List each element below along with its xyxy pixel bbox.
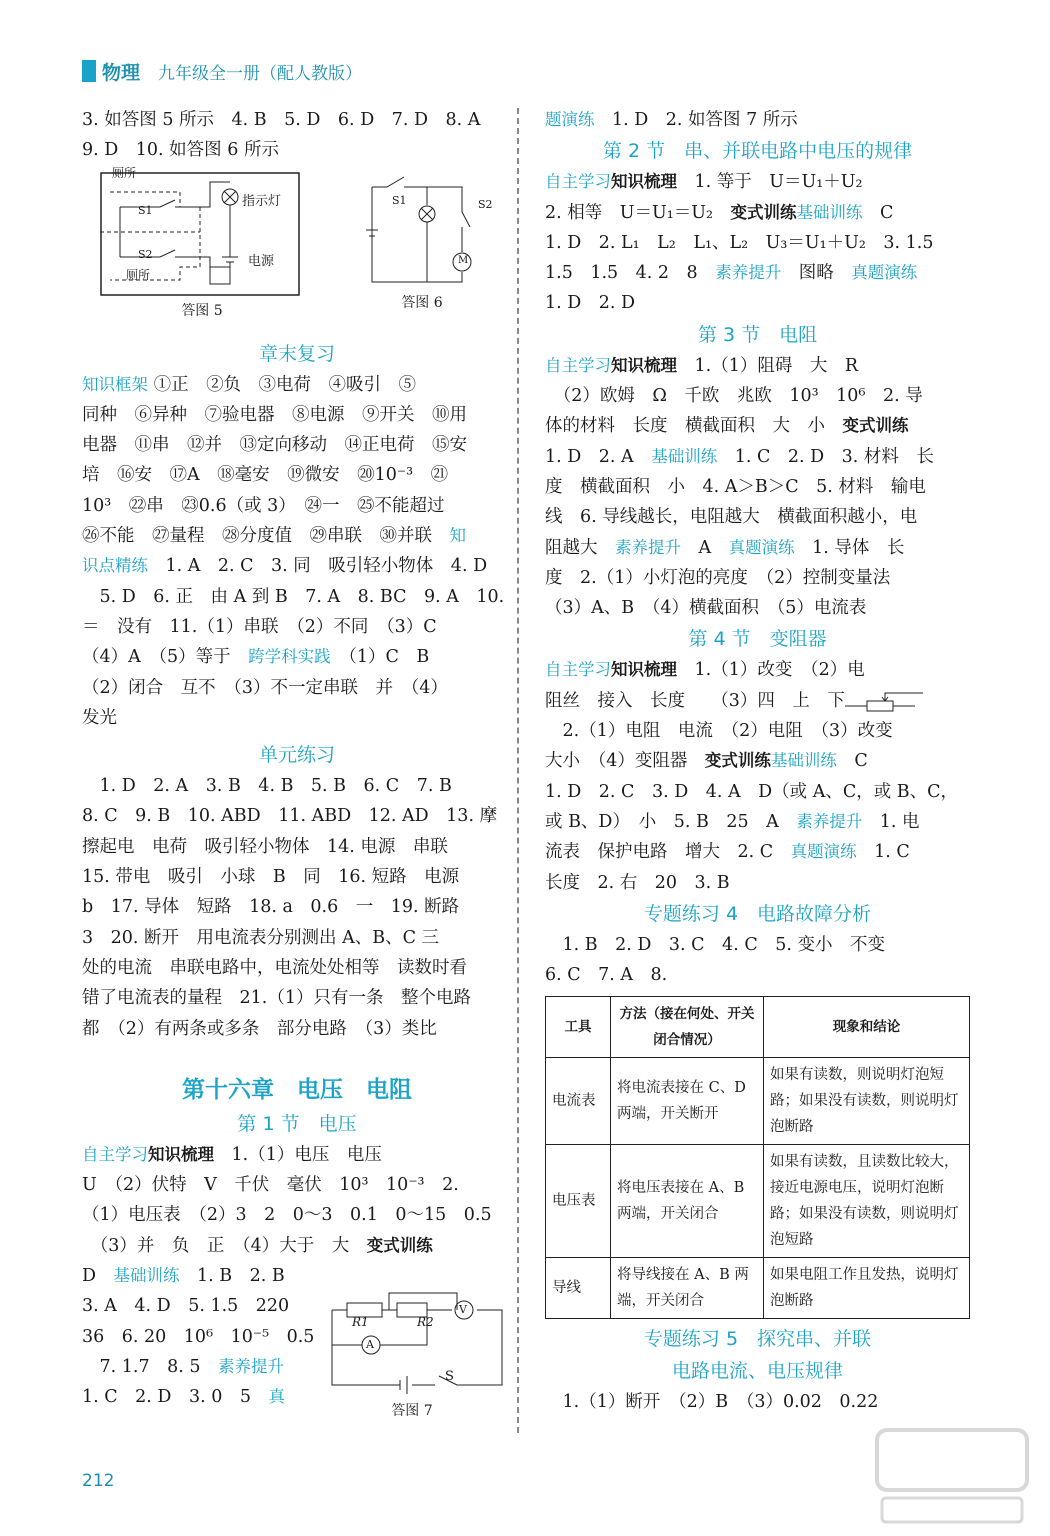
answer-line: [82, 521, 512, 551]
answer-line: [545, 288, 970, 318]
answer-line: [545, 472, 970, 502]
answer-figure-7: [327, 1290, 512, 1405]
fig5-label-s1: S1: [138, 203, 153, 217]
answer-line: 3 20. 断开 用电流表分别测出 A、B、C 三: [82, 927, 440, 948]
heading-tag: 真题演练: [790, 842, 857, 862]
answer-line: [545, 198, 970, 228]
answer-text: （2）欧姆 Ω 千欧 兆欧 10³ 10⁶ 2. 导: [545, 386, 923, 407]
answer-text: 图略: [781, 263, 852, 284]
heading-tag: 自主学习: [545, 660, 611, 680]
header-subject: 物理: [102, 61, 141, 84]
section-1-title: 第 1 节 电压: [237, 1112, 357, 1135]
section-4-title: 第 4 节 变阻器: [688, 628, 827, 651]
answer-text: 长度 2. 右 20 3. B: [545, 872, 730, 893]
answer-line: [545, 228, 970, 258]
answer-text: 1. 导体 长: [794, 537, 905, 558]
unit-title: 单元练习: [258, 744, 335, 767]
answer-text: 1. 电: [862, 811, 920, 832]
bold-tag: 变式训练: [730, 202, 797, 222]
answer-line: [545, 533, 970, 563]
answer-text: 1. A 2. C 3. 同 吸引轻小物体 4. D: [148, 556, 488, 577]
bold-tag: 变式训练: [366, 1235, 433, 1255]
table-header-cell: 现象和结论: [764, 997, 970, 1058]
answer-text: 电器 ⑪串 ⑫并 ⑬定向移动 ⑭正电荷 ⑮安: [82, 435, 467, 456]
answer-text: 度 2.（1）小灯泡的亮度 （2）控制变量法: [545, 567, 891, 588]
answer-line: 3. 如答图 5 所示 4. B 5. D 6. D 7. D 8. A: [82, 110, 481, 130]
answer-line: [82, 460, 512, 490]
topic-5-block: [545, 1387, 970, 1417]
answer-line: [82, 370, 512, 400]
answer-line: [545, 593, 970, 623]
answer-line: [82, 582, 512, 612]
answer-line: [545, 777, 970, 807]
answer-line: 错了电流表的量程 21.（1）只有一条 整个电路: [82, 988, 471, 1009]
answer-text: 1.（1）电压 电压: [214, 1144, 382, 1165]
chapter-title: 第十六章 电压 电阻: [182, 1076, 412, 1103]
answer-text: ①正 ②负 ③电荷 ④吸引 ⑤: [148, 374, 417, 395]
heading-tag: 题演练: [545, 110, 595, 129]
answer-line: [545, 442, 970, 472]
answer-line: 1. B 2. D 3. C 4. C 5. 变小 不变: [545, 934, 885, 955]
answer-line: [545, 686, 970, 716]
answer-text: 1. D 2. 如答图 7 所示: [594, 110, 798, 130]
answer-text: 1.（1）改变 （2）电: [677, 660, 865, 681]
heading-tag: 自主学习: [545, 355, 611, 375]
answer-text: 10³ ㉒串 ㉓0.6（或 3） ㉔一 ㉕不能超过: [82, 495, 445, 516]
answer-line: [545, 837, 970, 867]
answer-text: （1）C B: [330, 647, 430, 668]
heading-tag: 跨学科实践: [248, 647, 331, 667]
answer-line: [82, 612, 512, 642]
heading-tag: 真题演练: [728, 537, 795, 557]
topic-5-title-line1: 专题练习 5 探究串、并联: [643, 1328, 872, 1351]
unit-block: [82, 771, 512, 1044]
answer-line: [545, 655, 970, 685]
table-cell: 电压表: [546, 1145, 611, 1258]
answer-line: [82, 1231, 512, 1261]
bold-tag: 知识梳理: [611, 660, 677, 680]
answer-text: 1. C: [856, 842, 910, 863]
table-header-cell: 工具: [546, 997, 611, 1058]
answer-text: 培 ⑯安 ⑰A ⑱毫安 ⑲微安 ⑳10⁻³ ㉑: [82, 465, 449, 486]
fig5-label-s2: S2: [138, 247, 153, 261]
answer-line: [82, 1170, 512, 1200]
answer-text: 1. D 2. A: [545, 446, 652, 467]
answer-text: （2）闭合 互不 （3）不一定串联 并 （4）: [82, 677, 448, 698]
answer-line: [545, 105, 970, 135]
table-row: [546, 1258, 970, 1319]
answer-text: 5. D 6. 正 由 A 到 B 7. A 8. BC 9. A 10.: [82, 586, 505, 607]
topic-4-title: 专题练习 4 电路故障分析: [643, 902, 872, 925]
answer-text: （3）并 负 正 （4）大于 大: [82, 1235, 367, 1256]
heading-tag: 素养提升: [217, 1356, 284, 1376]
section-3-title: 第 3 节 电阻: [697, 323, 818, 346]
answer-text: 大小 （4）变阻器: [545, 751, 705, 772]
heading-tag: 自主学习: [82, 1144, 148, 1164]
review-block: [82, 370, 512, 734]
fig7-caption: 答图 7: [391, 1403, 433, 1419]
answer-text: 1. D 2. D: [545, 293, 636, 314]
answer-text: ＝ 没有 11.（1）串联 （2）不同 （3）C: [82, 616, 437, 637]
heading-tag: 知识框架: [82, 374, 148, 394]
heading-tag: 自主学习: [545, 172, 611, 192]
answer-text: 3. A 4. D 5. 1.5 220: [82, 1296, 290, 1317]
table-row: [546, 1145, 970, 1258]
table-header-cell: 方法（接在何处、开关闭合情况）: [611, 997, 764, 1058]
header-mark-icon: [82, 60, 96, 82]
answer-text: ㉖不能 ㉗量程 ㉘分度值 ㉙串联 ㉚并联: [82, 526, 450, 547]
answer-line: [545, 411, 970, 441]
heading-tag: 知: [449, 526, 466, 546]
fig5-caption: 答图 5: [181, 302, 223, 319]
fig6-label-motor: M: [458, 254, 469, 266]
figures-5-6: [82, 166, 512, 338]
answer-text: 2. 相等 U＝U₁＝U₂: [545, 202, 731, 223]
heading-tag: 基础训练: [651, 446, 718, 466]
answer-line: [82, 703, 512, 733]
answer-line: [545, 351, 970, 381]
right-column: [545, 105, 970, 1418]
answer-line: b 17. 导体 短路 18. a 0.6 一 19. 断路: [82, 897, 460, 918]
fig7-label-r2: R2: [417, 1315, 434, 1329]
answer-text: 发光: [82, 707, 117, 728]
answer-text: 1. D 2. C 3. D 4. A D（或 A、C，或 B、C，: [545, 781, 959, 802]
fig6-label-s2: S2: [478, 197, 493, 211]
fig5-label-power: 电源: [248, 253, 275, 269]
answer-line: [82, 551, 512, 581]
answer-line: [82, 491, 512, 521]
fig6-caption: 答图 6: [401, 294, 443, 311]
answer-text: 7. 1.7 8. 5: [82, 1356, 218, 1377]
right-top-block: [545, 105, 970, 135]
answer-line: [545, 746, 970, 776]
table-cell: 如果有读数，且读数比较大，接近电源电压，说明灯泡断路；如果没有读数，则说明灯泡短路: [764, 1145, 970, 1258]
table-cell: 将电压表接在 A、B 两端，开关闭合: [611, 1145, 764, 1258]
answer-line: 15. 带电 吸引 小球 B 同 16. 短路 电源: [82, 867, 460, 888]
answer-text: 线 6. 导线越长，电阻越大 横截面积越小，电: [545, 507, 918, 528]
fig5-label-toilet1: 厕所: [112, 165, 137, 180]
left-column: [82, 105, 512, 1419]
answer-line: 都 （2）有两条或多条 部分电路 （3）类比: [82, 1018, 437, 1039]
answer-text: 同种 ⑥异种 ⑦验电器 ⑧电源 ⑨开关 ⑩用: [82, 404, 467, 425]
answer-line: [82, 1261, 512, 1291]
answer-line: [545, 381, 970, 411]
fault-analysis-table: [545, 996, 970, 1319]
section-3-block: [545, 351, 970, 624]
answer-line: [82, 430, 512, 460]
answer-text: D: [82, 1266, 114, 1287]
answer-line: 擦起电 电荷 吸引轻小物体 14. 电源 串联: [82, 836, 448, 857]
fig5-label-lamp: 指示灯: [242, 193, 282, 209]
answer-line: [82, 1200, 512, 1230]
answer-text: C: [862, 202, 911, 223]
table-row: [546, 1058, 970, 1145]
column-divider: [517, 108, 519, 1433]
answer-line: [82, 673, 512, 703]
answer-text: 1. D 2. L₁ L₂ L₁、L₂ U₃＝U₁＋U₂ 3. 1.5: [545, 232, 934, 253]
table-cell: 电流表: [546, 1058, 611, 1145]
heading-tag: 基础训练: [796, 202, 863, 222]
answer-text: 36 6. 20 10⁶ 10⁻⁵ 0.5: [82, 1326, 315, 1347]
topic-4-block: [545, 930, 970, 991]
review-title: 章末复习: [258, 342, 335, 365]
heading-tag: 素养提升: [796, 811, 863, 831]
answer-text: 1.（1）阻碍 大 R: [677, 355, 859, 376]
heading-tag: 真: [268, 1387, 285, 1407]
answer-text: U （2）伏特 V 千伏 毫伏 10³ 10⁻³ 2.: [82, 1175, 459, 1196]
answer-text: （3）四 上 下: [702, 690, 845, 711]
heading-tag: 素养提升: [615, 537, 681, 557]
answer-line: 8. C 9. B 10. ABD 11. ABD 12. AD 13. 摩: [82, 806, 498, 827]
heading-tag: 基础训练: [770, 751, 837, 771]
section-4-block: [545, 655, 970, 897]
answer-line: [545, 502, 970, 532]
page-number: 212: [82, 1471, 115, 1491]
answer-text: （1）电压表 （2）3 2 0～3 0.1 0～15 0.5: [82, 1205, 492, 1226]
answer-line: [545, 716, 970, 746]
bold-tag: 变式训练: [842, 416, 909, 436]
table-cell: 如果电阻工作且发热，说明灯泡断路: [764, 1258, 970, 1319]
answer-text: 流表 保护电路 增大 2. C: [545, 842, 791, 863]
answer-line: 6. C 7. A 8.: [545, 965, 668, 986]
answer-line: 1. D 2. A 3. B 4. B 5. B 6. C 7. B: [82, 776, 452, 797]
fig7-label-s: S: [445, 1369, 454, 1384]
answer-line: [82, 400, 512, 430]
answer-text: 1. B 2. B: [179, 1266, 285, 1287]
answer-line: [82, 1140, 512, 1170]
answer-text: 度 横截面积 小 4. A＞B＞C 5. 材料 输电: [545, 476, 926, 497]
section-2-block: [545, 167, 970, 318]
topic-5-title-line2: 电路电流、电压规律: [671, 1360, 843, 1383]
answer-text: 1. C 2. D 3. 材料 长: [717, 446, 934, 467]
answer-text: 阻越大: [545, 537, 615, 558]
bold-tag: 知识梳理: [611, 355, 677, 375]
answer-text: 或 B、D） 小 5. B 25 A: [545, 811, 797, 832]
watermark-logo-icon: [872, 1420, 1032, 1528]
bold-tag: 变式训练: [704, 751, 771, 771]
header-grade: 九年级全一册（配人教版）: [158, 63, 363, 84]
table-cell: 导线: [546, 1258, 611, 1319]
table-cell: 将电流表接在 C、D 两端，开关断开: [611, 1058, 764, 1145]
bold-tag: 知识梳理: [148, 1144, 214, 1164]
fig5-label-toilet2: 厕所: [126, 267, 151, 282]
answer-line: 处的电流 串联电路中，电流处处相等 读数时看: [82, 957, 467, 978]
page-header: [82, 56, 362, 86]
section-2-title: 第 2 节 串、并联电路中电压的规律: [602, 140, 913, 163]
answer-line: [545, 167, 970, 197]
answer-text: 2.（1）电阻 电流 （2）电阻 （3）改变: [545, 721, 893, 742]
heading-tag: 基础训练: [113, 1266, 180, 1286]
answer-line: [545, 563, 970, 593]
fig7-label-a: A: [366, 1338, 374, 1351]
answer-line: [545, 258, 970, 288]
answer-text: 体的材料 长度 横截面积 大 小: [545, 416, 843, 437]
answer-text: 阻丝 接入 长度: [545, 690, 703, 711]
answer-text: （4）A （5）等于: [82, 647, 249, 668]
answer-line: [545, 807, 970, 837]
table-cell: 将导线接在 A、B 两端，开关闭合: [611, 1258, 764, 1319]
answer-line: [545, 868, 970, 898]
answer-text: 1. 等于 U＝U₁＋U₂: [677, 172, 863, 193]
answer-text: 1. C 2. D 3. 0 5: [82, 1387, 269, 1408]
fig6-label-s1: S1: [392, 193, 407, 207]
answer-text: （3）A、B （4）横截面积 （5）电流表: [545, 598, 867, 619]
answer-line: 9. D 10. 如答图 6 所示: [82, 140, 279, 161]
heading-tag: 素养提升: [715, 263, 782, 283]
fig7-label-r1: R1: [352, 1315, 369, 1329]
fig7-label-v: V: [459, 1303, 467, 1316]
heading-tag: 真题演练: [851, 263, 918, 283]
answer-text: A: [681, 537, 729, 558]
answer-figure-6: [362, 172, 472, 287]
rheostat-symbol-icon: [845, 690, 927, 712]
bold-tag: 知识梳理: [611, 172, 677, 192]
answer-text: C: [836, 751, 886, 772]
answer-line: [82, 642, 512, 672]
heading-tag: 识点精练: [82, 556, 148, 576]
table-cell: 如果有读数，则说明灯泡短路；如果没有读数，则说明灯泡断路: [764, 1058, 970, 1145]
answer-line: 1.（1）断开 （2）B （3）0.02 0.22: [545, 1392, 879, 1413]
answer-text: 1.5 1.5 4. 2 8: [545, 263, 716, 284]
